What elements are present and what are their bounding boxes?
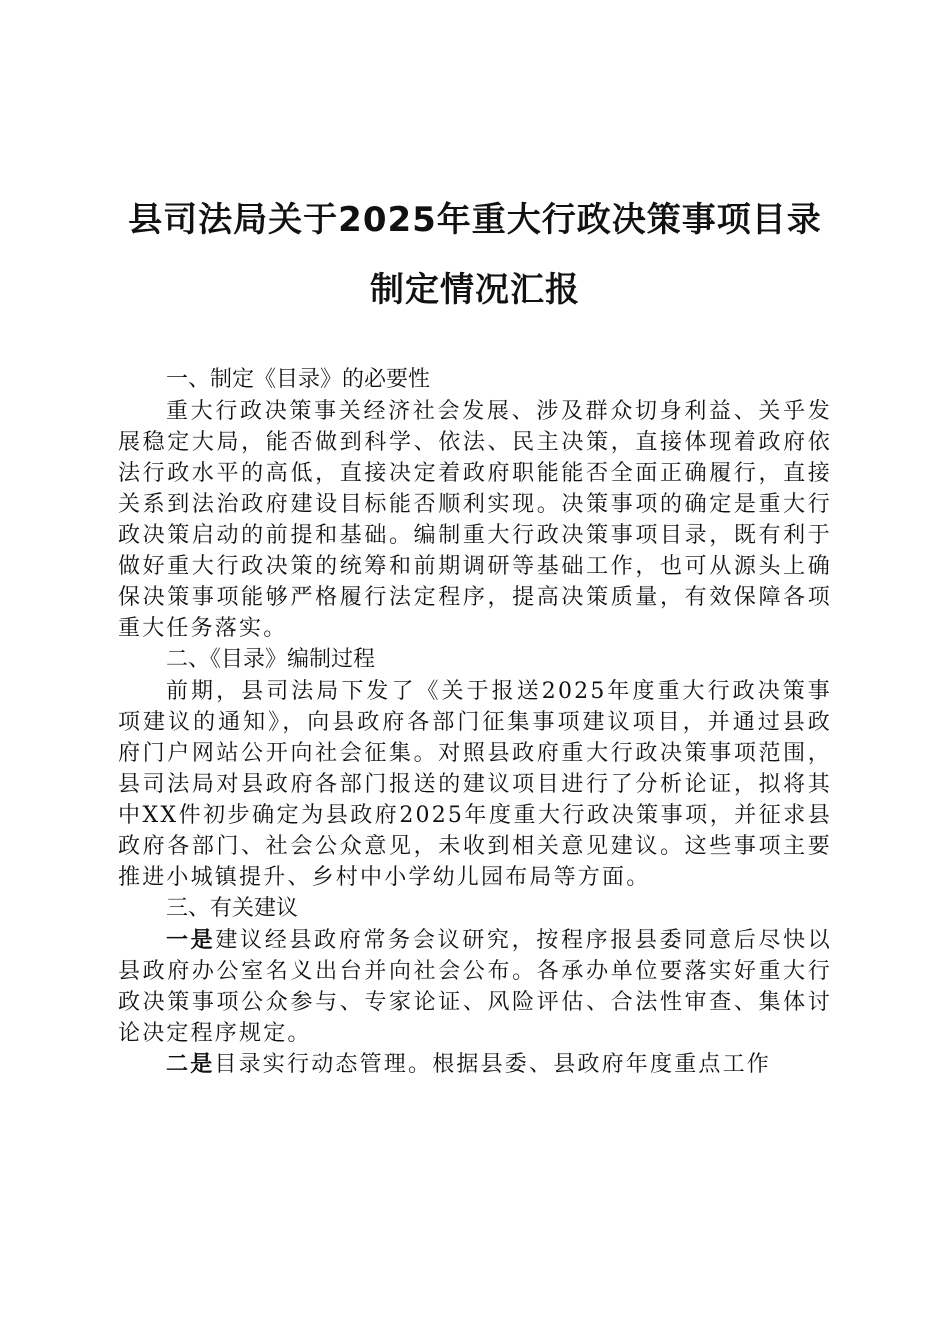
- section-paragraph-process: 前期，县司法局下发了《关于报送2025年度重大行政决策事项建议的通知》，向县政府各部门征集事项建议项目，并通过县政府门户网站公开向社会征集。对照县政府重大行政决策事项范围，县司法局对县政府各部门报送的建议项目进行了分析论证，拟将其中XX件初步确定为县政府2025年度重大行政决策事项，并征求县政府各部门、社会公众意见，未收到相关意见建议。这些事项主要推进小城镇提升、乡村中小学幼儿园布局等方面。: [118, 679, 832, 890]
- suggestion-text-1: 建议经县政府常务会议研究，按程序报县委同意后尽快以县政府办公室名义出台并向社会公布。各承办单位要落实好重大行政决策事项公众参与、专家论证、风险评估、合法性审查、集体讨论决定程序规定。: [118, 928, 832, 1046]
- section-heading-necessity: 一、制定《目录》的必要性: [166, 367, 431, 392]
- section-paragraph-necessity: 重大行政决策事关经济社会发展、涉及群众切身利益、关乎发展稳定大局，能否做到科学、依法、民主决策，直接体现着政府依法行政水平的高低，直接决定着政府职能能否全面正确履行，直接关系到法治政府建设目标能否顺利实现。决策事项的确定是重大行政决策启动的前提和基础。编制重大行政决策事项目录，既有利于做好重大行政决策的统筹和前期调研等基础工作，也可从源头上确保决策事项能够严格履行法定程序，提高决策质量，有效保障各项重大任务落实。: [118, 399, 832, 641]
- suggestion-text-2: 目录实行动态管理。根据县委、县政府年度重点工作: [214, 1052, 772, 1077]
- document-body: [118, 364, 832, 1080]
- suggestion-item-1: [118, 925, 832, 1049]
- suggestion-lead-1: 一是: [166, 928, 216, 953]
- document-title-line-2: 制定情况汇报: [370, 270, 580, 310]
- document-title-line-1: 县司法局关于2025年重大行政决策事项目录: [128, 200, 822, 240]
- section-heading-process: 二、《目录》编制过程: [166, 647, 376, 672]
- suggestion-lead-2: 二是: [166, 1052, 215, 1077]
- suggestion-item-2: [118, 1049, 832, 1080]
- section-heading-suggestions: 三、有关建议: [166, 896, 299, 921]
